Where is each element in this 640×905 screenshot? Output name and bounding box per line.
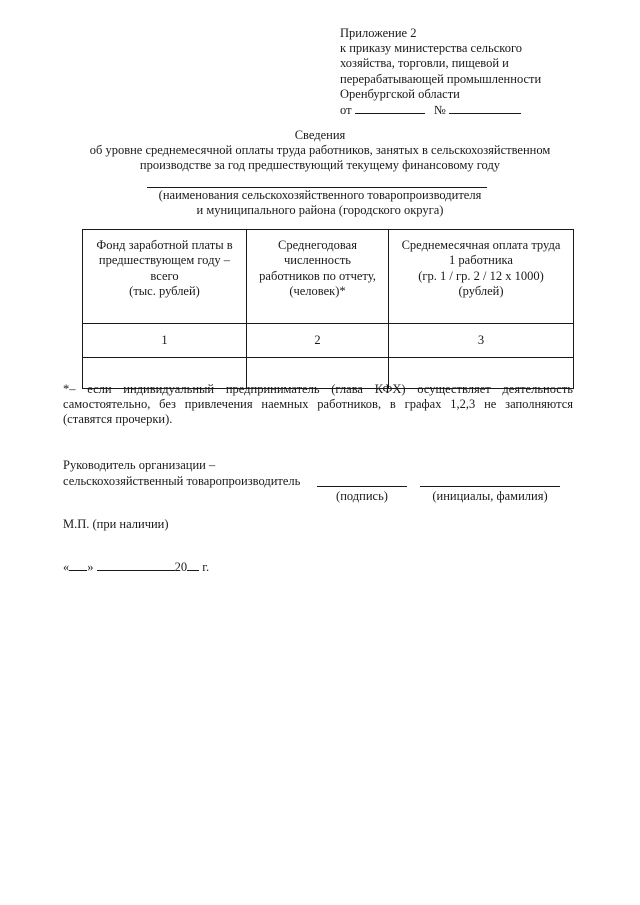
header-text: работников по отчету, [259,268,376,283]
appendix-ministry-line: хозяйства, торговли, пищевой и [340,56,509,71]
header-text: (рублей) [458,284,504,299]
number-label: № [433,103,446,118]
header-text: Среднемесячная оплата труда [401,238,561,252]
appendix-order-ref: к приказу министерства сельского [340,41,523,56]
full-name-caption: (инициалы, фамилия) [432,489,548,503]
appendix-industry-line: перерабатывающей промышленности [340,71,542,86]
appendix-region: Оренбургской области [340,86,460,101]
number-blank [449,102,521,114]
date-blank [355,102,425,114]
year-suffix: г. [202,560,210,574]
title-subtitle-1: об уровне среднемесячной оплаты труда работников, занятых в сельскохозяйственном [89,143,551,157]
date-open-quote: « [63,560,70,574]
column-number: 2 [247,324,389,358]
header-text: всего [150,268,179,283]
header-text: (гр. 1 / гр. 2 / 12 х 1000) [418,268,544,283]
signing-date [63,559,209,575]
from-label: от [340,103,352,118]
signatory-title: Руководитель организации – [63,458,216,472]
header-text: Среднегодовая [278,238,357,252]
table-header-row [83,230,574,324]
header-cell-payroll [83,230,247,324]
stamp-label: М.П. (при наличии) [63,517,169,531]
signature-caption: (подпись) [336,489,388,503]
header-text: 1 работника [449,253,513,268]
year-blank [187,559,199,571]
title-main: Сведения [294,128,346,142]
date-close-quote: » [87,560,94,574]
appendix-date-number [340,102,541,118]
footnote: *– если индивидуальный предприниматель (глава КФХ) осуществляет деятельность самостоятельно, без привлечения наемных работников, в графах 1,2,3 не заполняются (ставятся прочерки). [63,382,573,427]
title-subtitle-2: производстве за год предшествующий текущему финансовому году [139,158,501,172]
appendix-title: Приложение 2 [340,26,417,40]
day-blank [69,559,87,571]
column-number: 3 [389,324,574,358]
header-text: Фонд заработной платы в [96,238,233,252]
caption-line-1: (наименования сельскохозяйственного товаропроизводителя [158,188,482,202]
column-number: 1 [83,324,247,358]
year-prefix: 20 [174,560,188,574]
month-blank [97,559,175,571]
header-text: (тыс. рублей) [129,284,200,299]
caption-line-2: и муниципального района (городского округа) [196,203,444,217]
header-text: (человек)* [289,284,346,299]
header-text: численность [284,253,351,268]
header-text: предшествующем году – [98,253,231,268]
signatory-subtitle: сельскохозяйственный товаропроизводитель [63,474,301,488]
wage-data-table [82,229,574,389]
appendix-header [340,26,541,118]
header-cell-headcount [247,230,389,324]
table-number-row [83,324,574,358]
full-name-line [420,486,560,487]
header-cell-avg-wage [389,230,574,324]
signature-line [317,486,407,487]
producer-name-caption [60,188,580,218]
document-title [60,128,580,173]
